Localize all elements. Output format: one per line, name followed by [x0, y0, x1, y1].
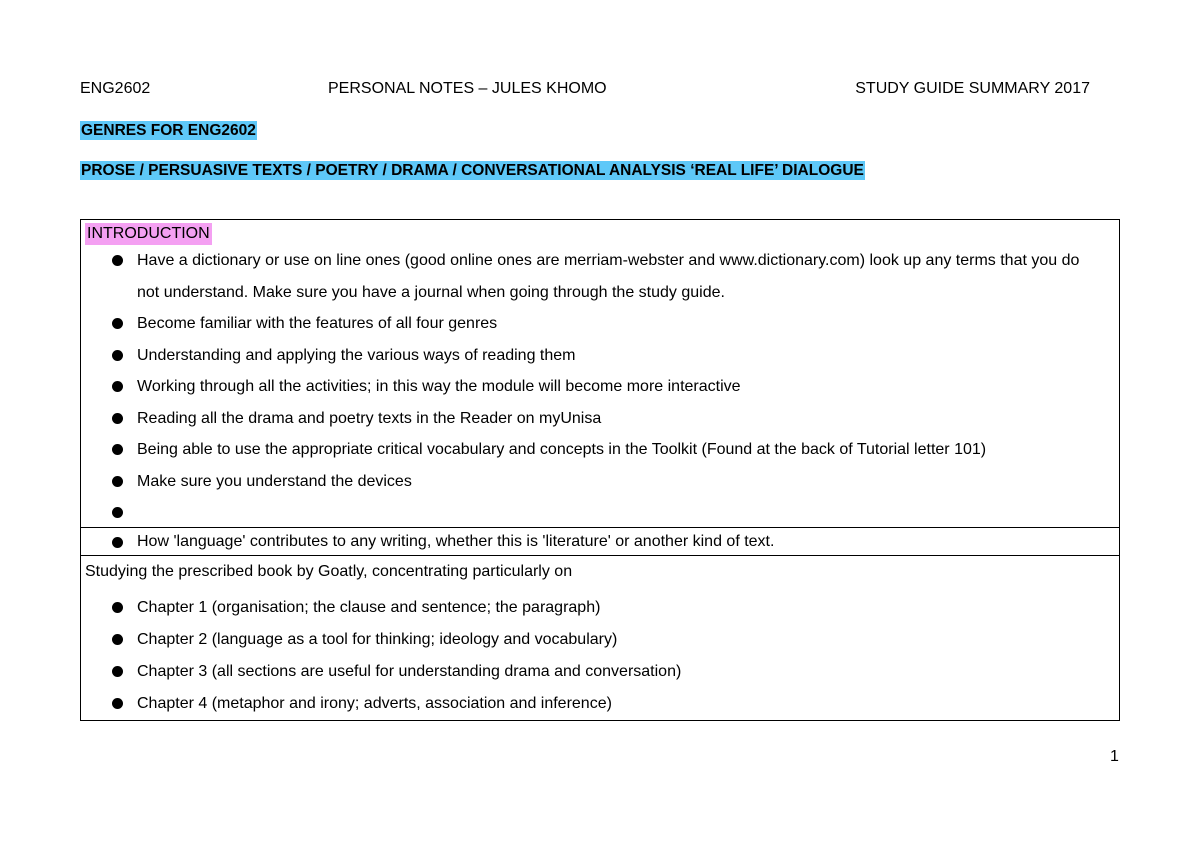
- page-number: 1: [1110, 748, 1119, 765]
- bullet-icon: [112, 381, 123, 392]
- language-list: [81, 528, 1119, 556]
- list-item-text: Have a dictionary or use on line ones (good online ones are merriam-webster and www.dictionary.com) look up any terms that you do not understand. Make sure you have a journal when going through the study guide.: [137, 252, 1080, 301]
- language-cell: [81, 528, 1119, 556]
- list-item: [81, 340, 1119, 372]
- list-item: [81, 528, 1119, 556]
- list-item-text: Being able to use the appropriate critical vocabulary and concepts in the Toolkit (Found at the back of Tutorial letter 101): [137, 441, 987, 458]
- page-header: [80, 80, 1090, 102]
- genres-title-text: GENRES FOR ENG2602: [81, 122, 256, 139]
- bullet-icon: [112, 634, 123, 645]
- course-code: ENG2602: [80, 80, 151, 97]
- goatly-list: [81, 592, 1119, 720]
- bullet-icon: [112, 255, 123, 266]
- bullet-icon: [112, 476, 123, 487]
- bullet-icon: [112, 666, 123, 677]
- list-item: [81, 466, 1119, 498]
- bullet-icon: [112, 413, 123, 424]
- list-item-text: Chapter 2 (language as a tool for thinking; ideology and vocabulary): [137, 631, 618, 648]
- bullet-icon: [112, 537, 123, 548]
- list-item: [81, 434, 1119, 466]
- genres-list: [80, 162, 865, 180]
- list-item-text: Reading all the drama and poetry texts in the Reader on myUnisa: [137, 409, 602, 427]
- notes-title: PERSONAL NOTES – JULES KHOMO: [328, 80, 607, 97]
- list-item: [81, 688, 1119, 720]
- list-item: [81, 371, 1119, 403]
- list-item-text: Make sure you understand the devices: [137, 472, 412, 490]
- list-item: [81, 245, 1119, 308]
- list-item-text: Working through all the activities; in this way the module will become more interactive: [137, 378, 741, 395]
- bullet-icon: [112, 507, 123, 518]
- bullet-icon: [112, 318, 123, 329]
- list-item: [81, 656, 1119, 688]
- list-item-text: Chapter 4 (metaphor and irony; adverts, association and inference): [137, 695, 612, 712]
- genres-title: [80, 122, 257, 140]
- list-item-text: Understanding and applying the various ways of reading them: [137, 346, 576, 364]
- list-item-text: How 'language' contributes to any writing, whether this is 'literature' or another kind of text.: [137, 533, 775, 550]
- bullet-icon: [112, 444, 123, 455]
- summary-label: STUDY GUIDE SUMMARY 2017: [855, 80, 1090, 97]
- bullet-icon: [112, 350, 123, 361]
- intro-cell: [81, 220, 1119, 528]
- list-item: [81, 308, 1119, 340]
- intro-list: [81, 245, 1119, 497]
- list-item: [81, 592, 1119, 624]
- genres-list-text: PROSE / PERSUASIVE TEXTS / POETRY / DRAMA / CONVERSATIONAL ANALYSIS ‘REAL LIFE’ DIALOGUE: [81, 162, 864, 179]
- intro-label: INTRODUCTION: [85, 223, 212, 245]
- bullet-icon: [112, 602, 123, 613]
- list-item: [81, 624, 1119, 656]
- bullet-icon: [112, 698, 123, 709]
- list-item: [81, 403, 1119, 435]
- goatly-lead: Studying the prescribed book by Goatly, concentrating particularly on: [85, 563, 573, 580]
- list-item-text: Chapter 3 (all sections are useful for understanding drama and conversation): [137, 663, 682, 680]
- study-table: [80, 219, 1120, 721]
- list-item-text: Become familiar with the features of all four genres: [137, 315, 498, 332]
- goatly-cell: [81, 556, 1119, 720]
- list-item-text: Chapter 1 (organisation; the clause and sentence; the paragraph): [137, 599, 601, 616]
